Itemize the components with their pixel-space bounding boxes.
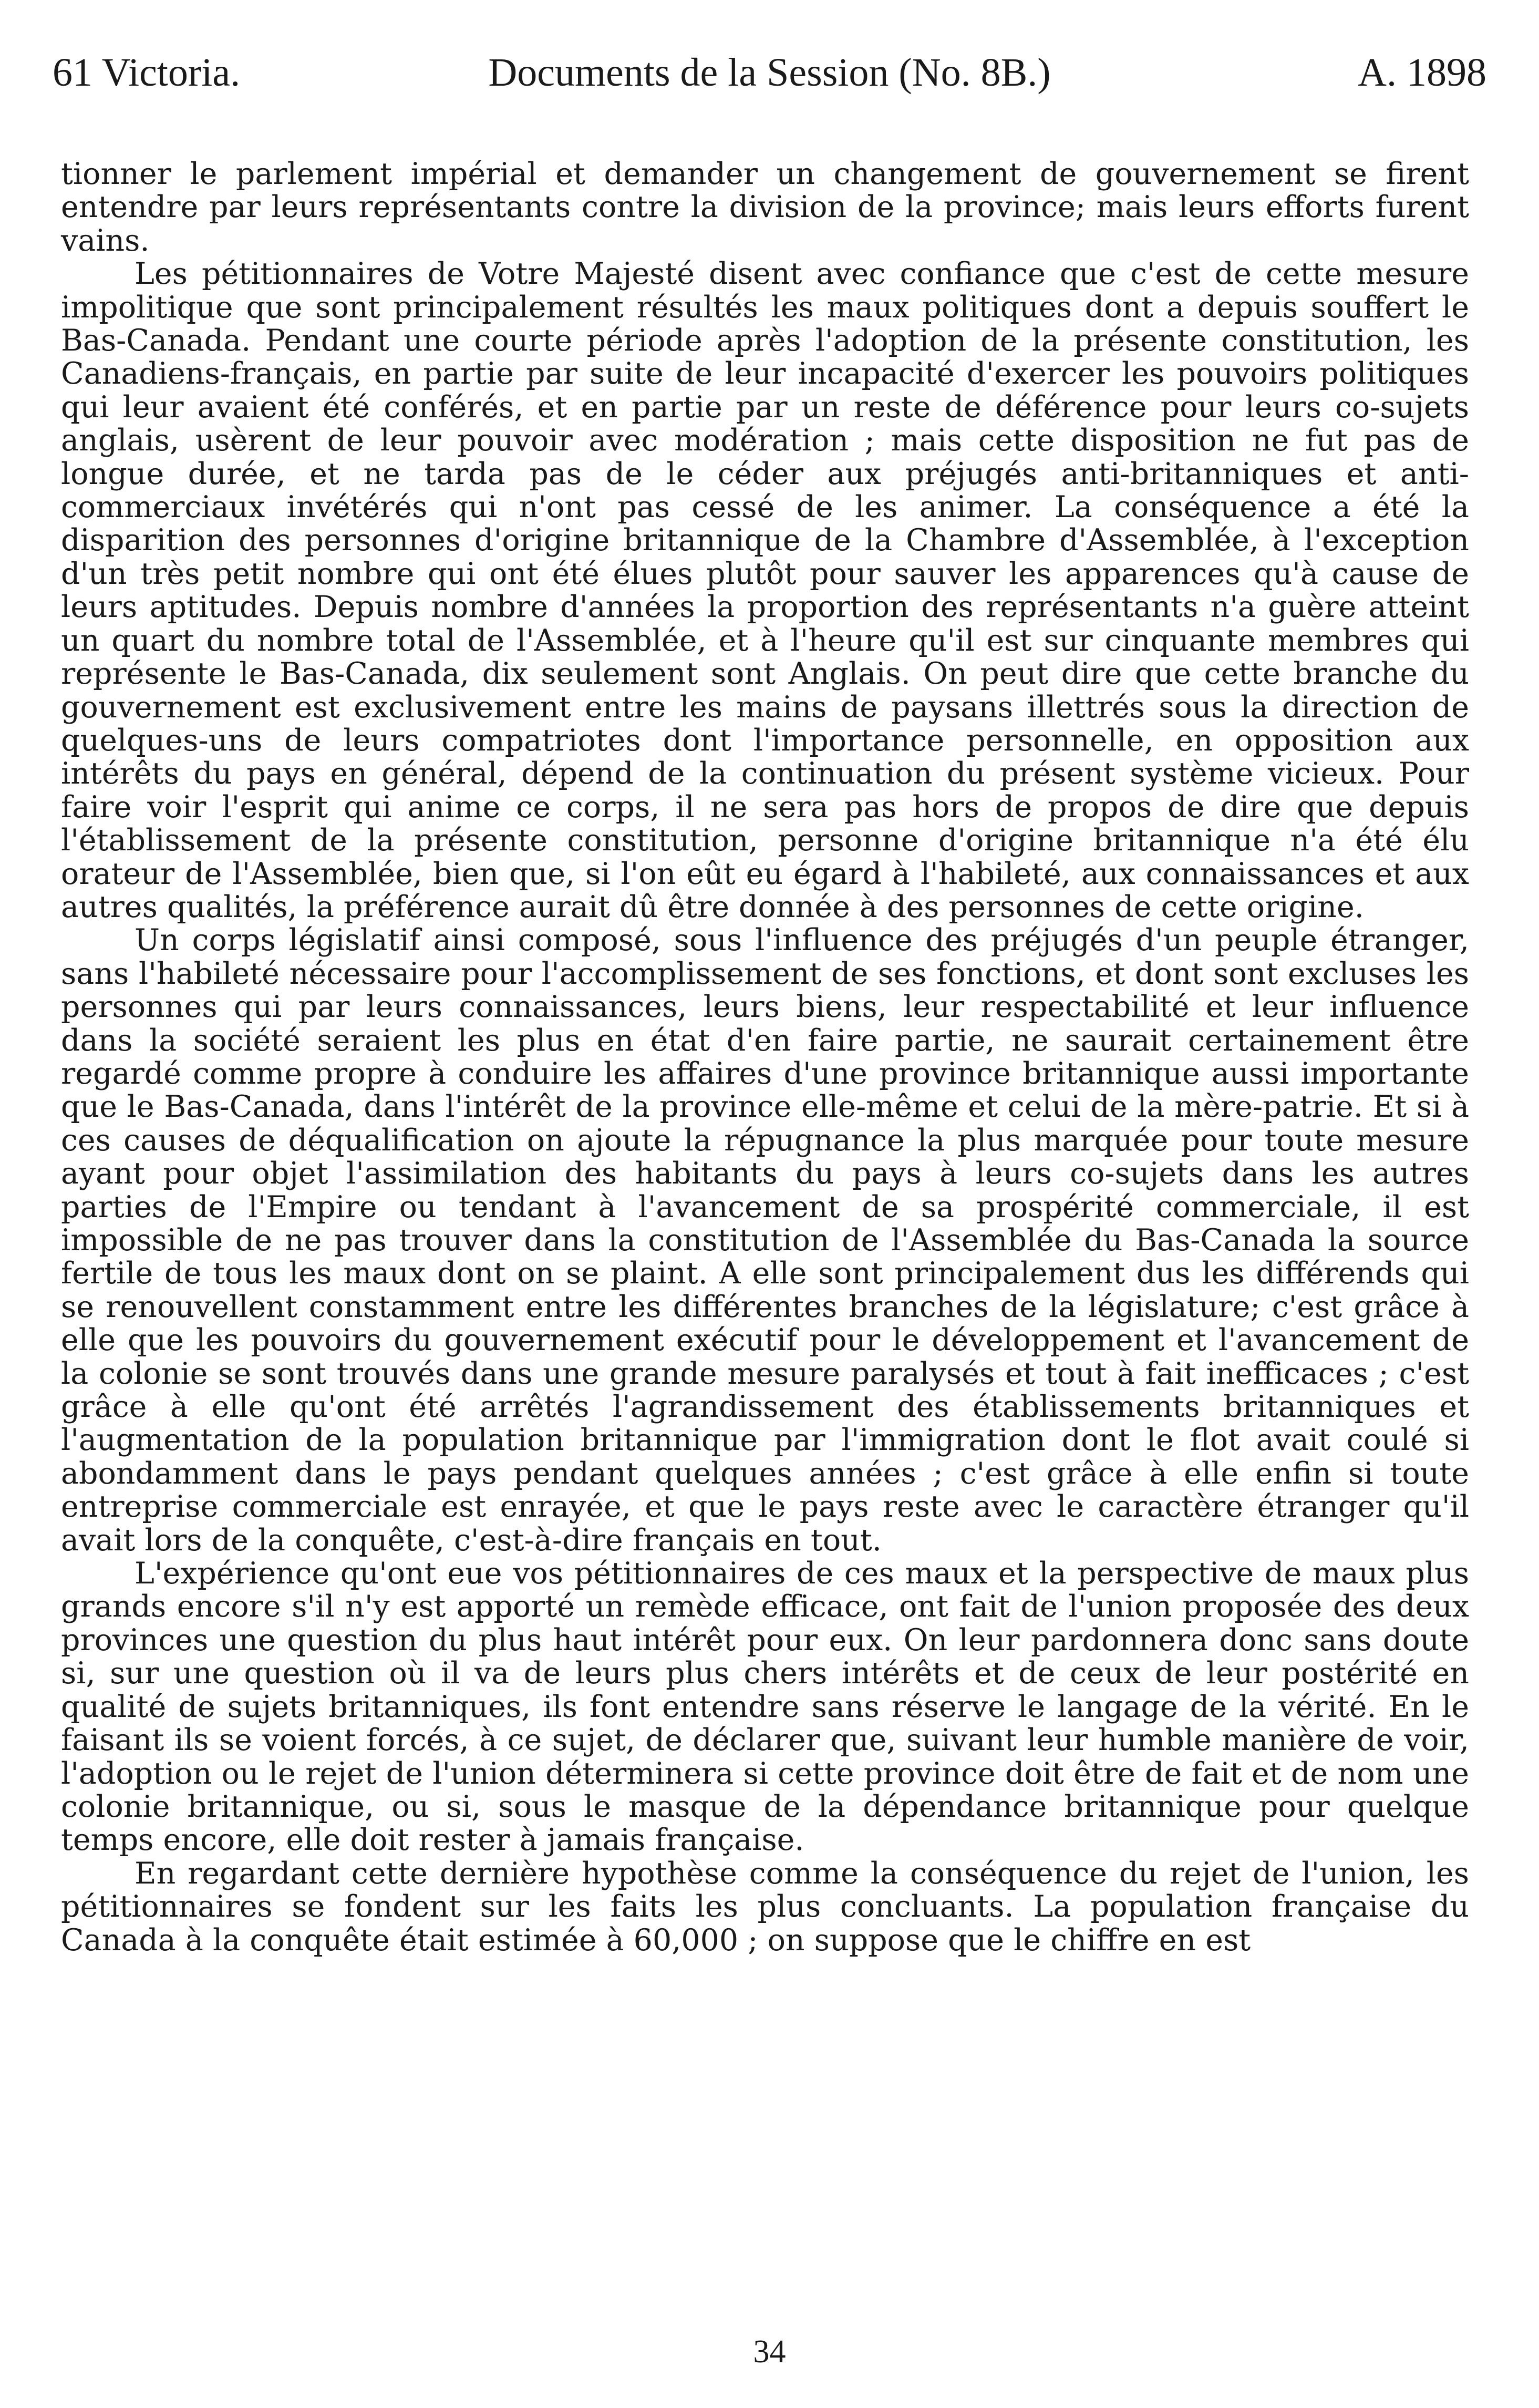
body-text bbox=[61, 158, 1469, 1957]
paragraph: Les pétitionnaires de Votre Majesté disent avec confiance que c'est de cette mesure impolitique que sont principalement résultés les maux politiques dont a depuis souffert le Bas-Canada. Pendant une courte période après l'adoption de la présente constitution, les Canadiens-français, en partie par suite de leur incapacité d'exercer les pouvoirs politiques qui leur avaient été conférés, et en partie par un reste de déférence pour leurs co-sujets anglais, usèrent de leur pouvoir avec modération ; mais cette disposition ne fut pas de longue durée, et ne tarda pas de le céder aux préjugés anti-britanniques et anti-commerciaux invétérés qui n'ont pas cessé de les animer. La conséquence a été la disparition des personnes d'origine britannique de la Chambre d'Assemblée, à l'exception d'un très petit nombre qui ont été élues plutôt pour sauver les apparences qu'à cause de leurs aptitudes. Depuis nombre d'années la proportion des représentants n'a guère atteint un quart du nombre total de l'Assemblée, et à l'heure qu'il est sur cinquante membres qui représente le Bas-Canada, dix seulement sont Anglais. On peut dire que cette branche du gouvernement est exclusivement entre les mains de paysans illettrés sous la direction de quelques-uns de leurs compatriotes dont l'importance personnelle, en opposition aux intérêts du pays en général, dépend de la continuation du présent système vicieux. Pour faire voir l'esprit qui anime ce corps, il ne sera pas hors de propos de dire que depuis l'établissement de la présente constitution, personne d'origine britannique n'a été élu orateur de l'Assemblée, bien que, si l'on eût eu égard à l'habileté, aux connaissances et aux autres qualités, la préférence aurait dû être donnée à des personnes de cette origine. bbox=[61, 256, 1469, 924]
header-year: A. 1898 bbox=[1358, 50, 1486, 95]
header-document-title: Documents de la Session (No. 8B.) bbox=[488, 50, 1051, 95]
running-header bbox=[53, 37, 1486, 110]
paragraph: L'expérience qu'ont eue vos pétitionnaires de ces maux et la perspective de maux plus grands encore s'il n'y est apporté un remède efficace, ont fait de l'union proposée des deux provinces une question du plus haut intérêt pour eux. On leur pardonnera donc sans doute si, sur une question où il va de leurs plus chers intérêts et de ceux de leur postérité en qualité de sujets britanniques, ils font entendre sans réserve le langage de la vérité. En le faisant ils se voient forcés, à ce sujet, de déclarer que, suivant leur humble manière de voir, l'adoption ou le rejet de l'union déterminera si cette province doit être de fait et de nom une colonie britannique, ou si, sous le masque de la dépendance britannique pour quelque temps encore, elle doit rester à jamais française. bbox=[61, 1556, 1469, 1858]
paragraph: Un corps législatif ainsi composé, sous l'influence des préjugés d'un peuple étranger, sans l'habileté nécessaire pour l'accomplissement de ses fonctions, et dont sont excluses les personnes qui par leurs connaissances, leurs biens, leur respectabilité et leur influence dans la société seraient les plus en état d'en faire partie, ne saurait certainement être regardé comme propre à conduire les affaires d'une province britannique aussi importante que le Bas-Canada, dans l'intérêt de la province elle-même et celui de la mère-patrie. Et si à ces causes de déqualification on ajoute la répugnance la plus marquée pour toute mesure ayant pour objet l'assimilation des habitants du pays à leurs co-sujets dans les autres parties de l'Empire ou tendant à l'avancement de sa prospérité commerciale, il est impossible de ne pas trouver dans la constitution de l'Assemblée du Bas-Canada la source fertile de tous les maux dont on se plaint. A elle sont principalement dus les différends qui se renouvellent constamment entre les différentes branches de la législature; c'est grâce à elle que les pouvoirs du gouvernement exécutif pour le développement et l'avancement de la colonie se sont trouvés dans une grande mesure paralysés et tout à fait inefficaces ; c'est grâce à elle qu'ont été arrêtés l'agrandissement des établissements britanniques et l'augmentation de la population britannique par l'immigration dont le flot avait coulé si abondamment dans le pays pendant quelques années ; c'est grâce à elle enfin si toute entreprise commerciale est enrayée, et que le pays reste avec le caractère étranger qu'il avait lors de la conquête, c'est-à-dire français en tout. bbox=[61, 923, 1469, 1558]
paragraph-continuation: tionner le parlement impérial et demander un changement de gouvernement se firent entendre par leurs représentants contre la division de la province; mais leurs efforts furent vains. bbox=[61, 157, 1469, 258]
paragraph: En regardant cette dernière hypothèse comme la conséquence du rejet de l'union, les pétitionnaires se fondent sur les faits les plus concluants. La population française du Canada à la conquête était estimée à 60,000 ; on suppose que le chiffre en est bbox=[61, 1856, 1469, 1958]
header-regnal-year: 61 Victoria. bbox=[53, 50, 241, 95]
page-number: 34 bbox=[753, 2334, 786, 2370]
